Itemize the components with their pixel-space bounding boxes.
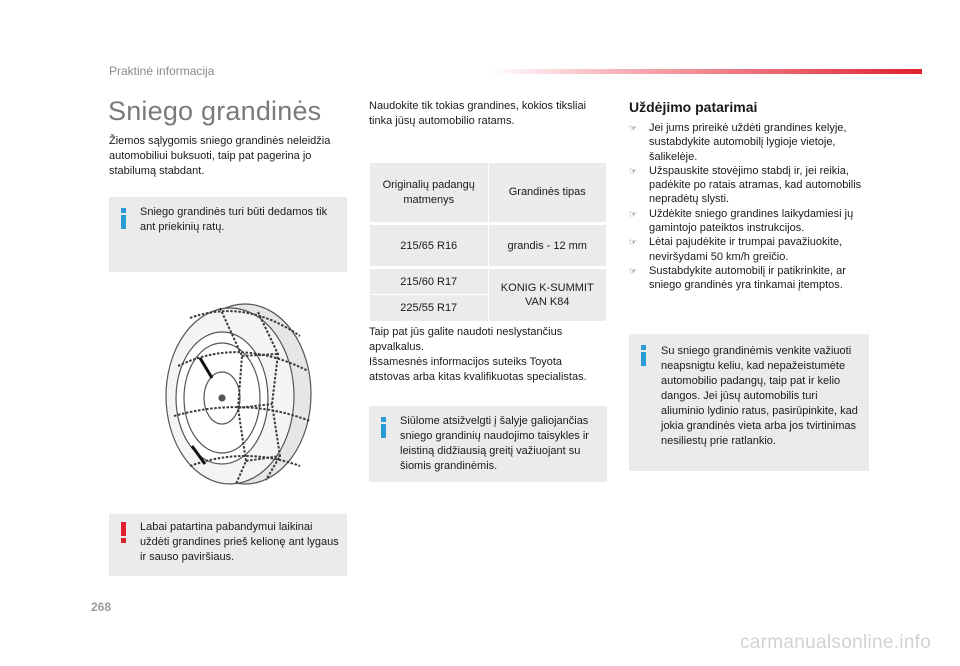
tire-with-snow-chains-illustration	[150, 296, 315, 488]
list-item	[629, 264, 869, 293]
page-number: 268	[91, 600, 112, 614]
list-item	[629, 164, 869, 207]
tip-text: Uždėkite sniego grandines laikydamiesi jų gamintojo pateiktos instrukcijos.	[649, 207, 854, 235]
list-item	[629, 207, 869, 236]
note-text: Sniego grandinės turi būti dedamos tik ant priekinių ratų.	[140, 206, 328, 233]
header-accent-bar	[490, 69, 922, 74]
list-item	[629, 235, 869, 264]
table-cell: KONIG K-SUMMIT VAN K84	[488, 268, 607, 322]
intro-text: Žiemos sąlygomis sniego grandinės neleidžia automobiliui buksuoti, taip pat pagerina jo stabilumą stabdant.	[109, 135, 331, 177]
note-driving-care	[629, 334, 869, 471]
middle-lead-text: Naudokite tik tokias grandines, kokios tiksliai tinka jūsų automobilio ratams.	[369, 100, 587, 127]
tire-chain-table	[369, 162, 607, 322]
table-row	[370, 268, 607, 295]
arrow-bullet-icon: ☞	[629, 123, 638, 133]
table-cell: 215/65 R16	[370, 224, 489, 268]
note-text: Labai patartina pabandymui laikinai uždėti grandines prieš kelionę ant lygaus ir sauso paviršiaus.	[140, 521, 339, 563]
tips-title: Uždėjimo patarimai	[629, 99, 758, 115]
table-header-cell: Grandinės tipas	[488, 163, 607, 224]
tip-text: Užspauskite stovėjimo stabdį ir, jei reikia, padėkite po ratais atramas, kad automobilis nepradėtų slysti.	[649, 164, 862, 206]
tip-text: Jei jums prireikė uždėti grandines kelyje, sustabdykite automobilį lygioje vietoje, šalikelėje.	[649, 122, 847, 163]
tips-list	[629, 121, 869, 293]
middle-after-text: Taip pat jūs galite naudoti neslystančius apvalkalus. Išsamesnės informacijos suteiks Toyota atstovas arba kitas kvalifikuotas specialistas.	[369, 326, 587, 383]
tip-text: Sustabdykite automobilį ir patikrinkite, ar sniego grandinės yra tinkamai įtemptos.	[649, 264, 846, 292]
note-text: Su sniego grandinėmis venkite važiuoti neapsnigtu keliu, kad nepažeistumėte automobilio padangų, taip pat ir kelio dangos. Jei jūsų automobilis turi aliuminio lydinio ratus, pasirūpinkite, kad jokia grandinės vieta arba jos tvirtinimas nesiliestų prie ratlankio.	[661, 345, 858, 447]
arrow-bullet-icon: ☞	[629, 208, 638, 219]
tip-text: Lėtai pajudėkite ir trumpai pavažiuokite, neviršydami 50 km/h greičio.	[649, 236, 843, 263]
table-cell: 215/60 R17	[370, 268, 489, 295]
table-header-row	[370, 163, 607, 224]
table-cell: grandis - 12 mm	[488, 224, 607, 268]
table-header-cell: Originalių padangų matmenys	[370, 163, 489, 224]
arrow-bullet-icon: ☞	[629, 165, 638, 176]
table-row	[370, 224, 607, 268]
note-text: Siūlome atsižvelgti į šalyje galiojančias sniego grandinių naudojimo taisykles ir leistiną didžiausią greitį važiuojant su šiomis grandinėmis.	[400, 415, 589, 472]
arrow-bullet-icon: ☞	[629, 265, 638, 276]
note-test-warning	[109, 514, 347, 576]
section-label: Praktinė informacija	[109, 64, 215, 78]
arrow-bullet-icon: ☞	[629, 237, 638, 248]
note-country-rules	[369, 406, 607, 482]
list-item	[629, 121, 869, 164]
page-title: Sniego grandinės	[108, 96, 322, 126]
table-cell: 225/55 R17	[370, 295, 489, 322]
note-front-wheels	[109, 197, 347, 272]
watermark: carmanualsonline.info	[740, 632, 932, 653]
